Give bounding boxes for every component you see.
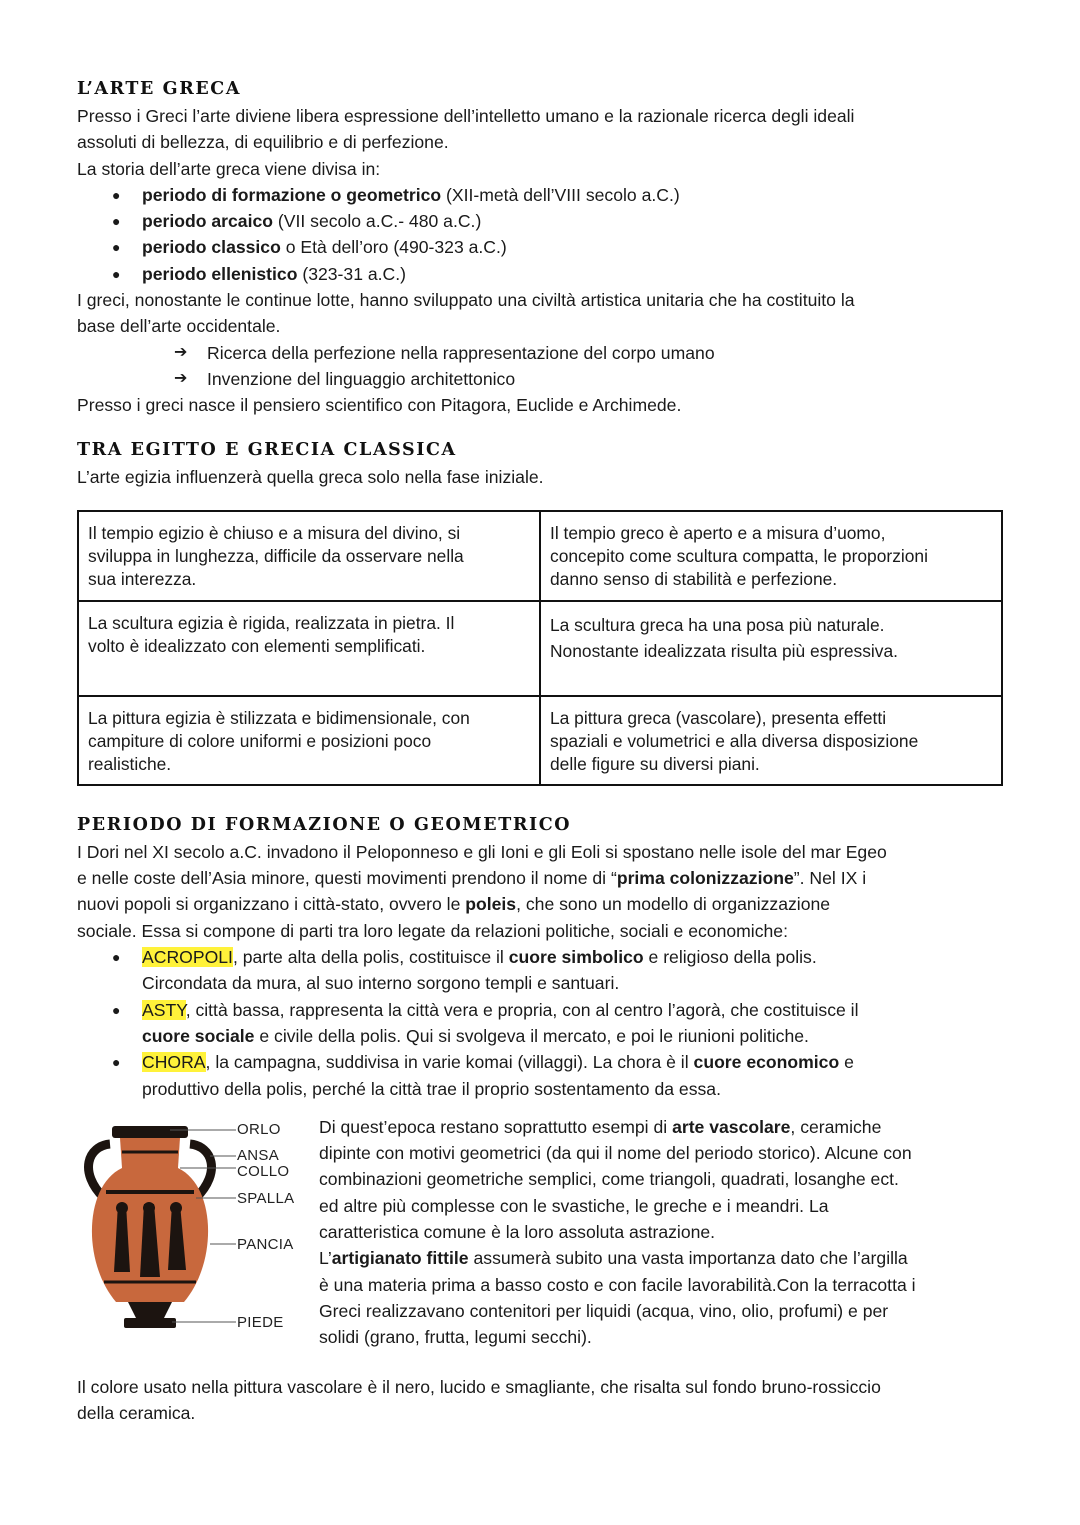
text-run: , parte alta della polis, costituisce il (232, 947, 509, 968)
text-run: Circondata da mura, al suo interno sorgono templi e santuari. (142, 973, 620, 994)
cell-line: La pittura egizia è stilizzata e bidimensionale, con (88, 707, 470, 728)
table-cell-greece (540, 696, 1002, 785)
bullet-icon: ● (112, 1001, 121, 1018)
text-run: , ceramiche (790, 1116, 882, 1137)
arrow-list (77, 340, 1005, 393)
period-name: periodo di formazione o geometrico (142, 184, 442, 205)
text-run: ”. Nel IX i (793, 868, 867, 889)
vase-line (319, 1245, 1009, 1271)
bullet-icon: ● (112, 186, 121, 203)
vase-line: caratteristica comune è la loro assoluta astrazione. (319, 1222, 716, 1243)
s3-line-4: sociale. Essa si compone di parti tra loro legate da relazioni politiche, sociali e economiche: (77, 920, 788, 941)
text-run-bold: artigianato fittile (331, 1248, 469, 1269)
list-item (77, 340, 1005, 366)
text-run-bold: arte vascolare (672, 1116, 791, 1137)
highlighted-term: ASTY (142, 999, 186, 1020)
final-line-1: Il colore usato nella pittura vascolare è il nero, lucido e smagliante, che risalta sul fondo bruno-rossiccio (77, 1376, 881, 1397)
cell-line: spaziali e volumetrici e alla diversa disposizione (550, 730, 919, 751)
highlighted-term: ACROPOLI (142, 947, 233, 968)
section-title-egitto-grecia: TRA EGITTO E GRECIA CLASSICA (77, 439, 457, 460)
text-run: e nelle coste dell’Asia minore, questi movimenti prendono il nome di “ (77, 868, 617, 889)
cell-line: sua interezza. (88, 568, 197, 589)
cell-line: sviluppa in lunghezza, difficile da osservare nella (88, 545, 464, 566)
vase-line: è una materia prima a basso costo e con facile lavorabilità.Con la terracotta i (319, 1274, 916, 1295)
document-page (77, 76, 1005, 1426)
cell-line: realistiche. (88, 753, 172, 774)
arrow-item-text: Invenzione del linguaggio architettonico (207, 368, 516, 389)
section-title-periodo-geometrico: PERIODO DI FORMAZIONE O GEOMETRICO (77, 814, 572, 835)
text-run-bold: cuore simbolico (508, 947, 644, 968)
cell-line: Il tempio egizio è chiuso e a misura del divino, si (88, 522, 461, 543)
vase-line: ed altre più complesse con le svastiche, le greche e i meandri. La (319, 1195, 829, 1216)
closing-line: Presso i greci nasce il pensiero scientifico con Pitagora, Euclide e Archimede. (77, 395, 682, 416)
text-run: assumerà subito una vasta importanza dato che l’argilla (468, 1248, 908, 1269)
cell-line: Nonostante idealizzata risulta più espressiva. (550, 640, 898, 661)
list-item (77, 234, 1005, 260)
cell-line: campiture di colore uniformi e posizioni poco (88, 730, 432, 751)
figure-head (143, 1202, 155, 1214)
list-item-asty (77, 997, 1005, 1050)
vase-label-piede: PIEDE (237, 1313, 284, 1331)
highlighted-term: CHORA (142, 1052, 206, 1073)
section-title-arte-greca: L’ARTE GRECA (77, 79, 242, 99)
intro-line-1: Presso i Greci l’arte diviene libera espressione dell’intelletto umano e la razionale ricerca degli ideali (77, 106, 855, 126)
s3-line-1: I Dori nel XI secolo a.C. invadono il Peloponneso e gli Ioni e gli Eoli si spostano nelle isole del mar Egeo (77, 841, 887, 862)
text-run-bold: prima colonizzazione (616, 868, 794, 889)
cell-line: Il tempio greco è aperto e a misura d’uomo, (550, 522, 886, 543)
vase-figure (60, 1112, 300, 1352)
text-run: produttivo della polis, perché la città trae il proprio sostentamento da essa. (142, 1078, 721, 1099)
final-line-2: della ceramica. (77, 1403, 196, 1424)
list-item (77, 261, 1005, 287)
text-run-bold: poleis (465, 894, 517, 915)
bullet-icon: ● (112, 265, 121, 282)
periods-list (77, 182, 1005, 287)
figure-head (116, 1202, 128, 1214)
period-name: periodo ellenistico (142, 263, 298, 284)
vase-label-pancia: PANCIA (237, 1235, 294, 1253)
text-run-bold: cuore economico (693, 1052, 840, 1073)
table-row (78, 601, 1002, 696)
period-dates: (XII-metà dell’VIII secolo a.C.) (441, 184, 680, 205)
polis-parts-list (77, 944, 1005, 1102)
table-row (78, 696, 1002, 785)
section2-intro: L’arte egizia influenzerà quella greca solo nella fase iniziale. (77, 466, 544, 487)
list-item (77, 366, 1005, 392)
vase-description (319, 1114, 1009, 1351)
after-line-2: base dell’arte occidentale. (77, 316, 281, 337)
cell-line: danno senso di stabilità e perfezione. (550, 568, 838, 589)
intro-line-3: La storia dell’arte greca viene divisa in: (77, 158, 381, 179)
vase-lip (112, 1126, 188, 1138)
cell-line: La pittura greca (vascolare), presenta effetti (550, 707, 887, 728)
text-run: e religioso della polis. (643, 947, 817, 968)
period-dates: (VII secolo a.C.- 480 a.C.) (273, 211, 482, 232)
vase-foot-stem (128, 1302, 172, 1318)
text-run: L’ (319, 1248, 332, 1269)
list-item (77, 182, 1005, 208)
period-name: periodo classico (142, 237, 281, 258)
cell-line: La scultura greca ha una posa più naturale. (550, 614, 885, 635)
vase-label-spalla: SPALLA (237, 1189, 295, 1207)
vase-label-orlo: ORLO (237, 1120, 281, 1138)
figure-head (170, 1202, 182, 1214)
bullet-icon: ● (112, 239, 121, 256)
after-line-1: I greci, nonostante le continue lotte, hanno sviluppato una civiltà artistica unitaria che ha costituito la (77, 290, 855, 311)
vase-label-collo: COLLO (237, 1162, 290, 1180)
vase-line (319, 1114, 1009, 1140)
vase-line: solidi (grano, frutta, legumi secchi). (319, 1327, 592, 1348)
vase-line: Greci realizzavano contenitori per liquidi (acqua, vino, olio, profumi) e per (319, 1300, 889, 1321)
bullet-icon: ● (112, 1054, 121, 1071)
arrow-item-text: Ricerca della perfezione nella rappresentazione del corpo umano (207, 342, 715, 363)
vase-line: dipinte con motivi geometrici (da qui il nome del periodo storico). Alcune con (319, 1143, 912, 1164)
table-cell-egypt (78, 696, 540, 785)
period-dates: o Età dell’oro (490-323 a.C.) (280, 237, 507, 258)
cell-line: La scultura egizia è rigida, realizzata in pietra. Il (88, 612, 455, 633)
text-run: nuovi popoli si organizzano i città-stato, ovvero le (77, 894, 466, 915)
table-cell-greece (540, 601, 1002, 696)
vase-foot (124, 1318, 176, 1328)
table-row (78, 511, 1002, 601)
bullet-icon: ● (112, 213, 121, 230)
cell-line: delle figure su diversi piani. (550, 753, 760, 774)
table-cell-egypt (78, 511, 540, 601)
text-run: , che sono un modello di organizzazione (516, 894, 831, 915)
period-name: periodo arcaico (142, 211, 274, 232)
list-item (77, 208, 1005, 234)
bullet-icon: ● (112, 949, 121, 966)
text-run: e (839, 1052, 854, 1073)
list-item-chora (77, 1049, 1005, 1102)
text-run: Di quest’epoca restano soprattutto esempi di (319, 1116, 673, 1137)
arrow-right-icon: ➔ (174, 343, 188, 361)
intro-line-2: assoluti di bellezza, di equilibrio e di perfezione. (77, 132, 449, 153)
comparison-table (77, 510, 1003, 786)
vase-section (77, 1112, 1005, 1374)
table-cell-greece (540, 511, 1002, 601)
list-item-acropoli (77, 944, 1005, 997)
vase-label-ansa: ANSA (237, 1146, 280, 1164)
text-run: , la campagna, suddivisa in varie komai (villaggi). La chora è il (205, 1052, 694, 1073)
text-run: , città bassa, rappresenta la città vera e propria, con al centro l’agorà, che costituisce il (185, 999, 859, 1020)
s3-line-2 (77, 865, 1005, 891)
s3-line-3 (77, 891, 1005, 917)
text-run: e civile della polis. Qui si svolgeva il mercato, e poi le riunioni politiche. (254, 1025, 809, 1046)
cell-line: volto è idealizzato con elementi semplificati. (88, 635, 426, 656)
period-dates: (323-31 a.C.) (297, 263, 406, 284)
text-run-bold: cuore sociale (142, 1025, 255, 1046)
arrow-right-icon: ➔ (174, 369, 188, 387)
table-cell-egypt (78, 601, 540, 696)
vase-line: combinazioni geometriche semplici, come triangoli, quadrati, losanghe ect. (319, 1169, 899, 1190)
cell-line: concepito come scultura compatta, le proporzioni (550, 545, 928, 566)
